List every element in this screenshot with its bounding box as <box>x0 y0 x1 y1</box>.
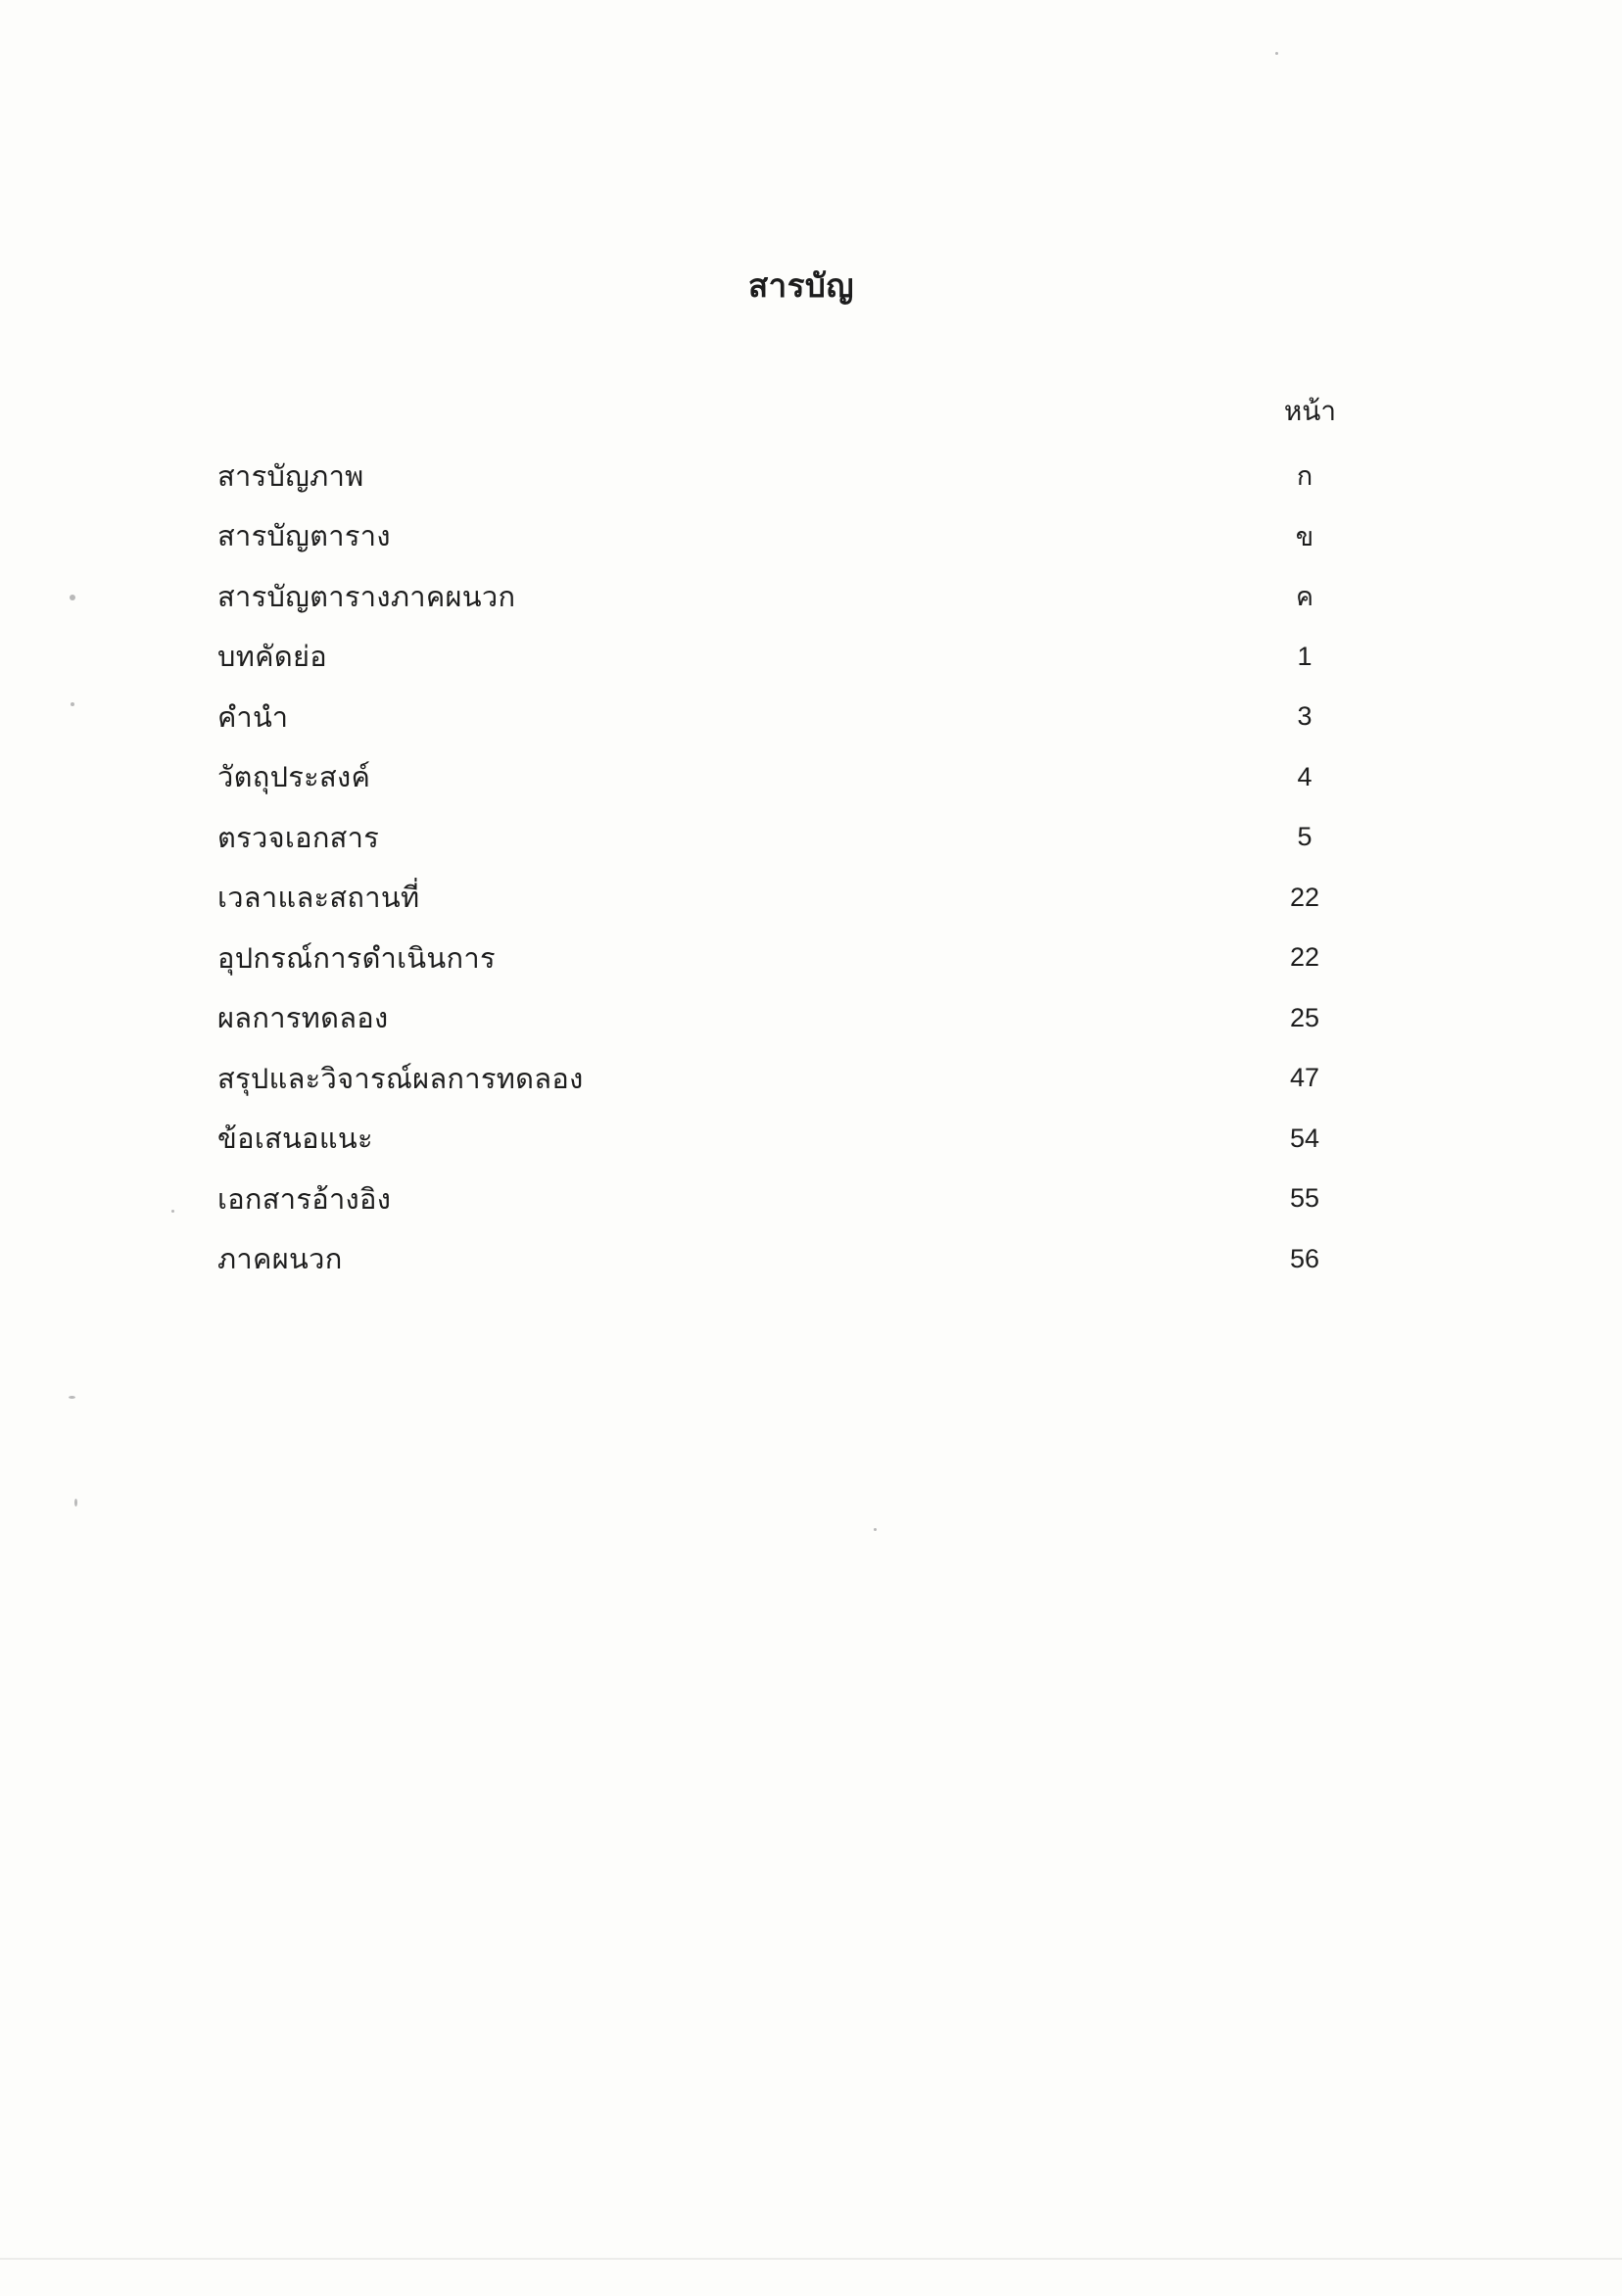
toc-entry <box>217 1109 1344 1170</box>
toc-entry <box>217 627 1344 688</box>
toc-entry-page: ก <box>1296 461 1313 492</box>
page-column-header: หน้า <box>1283 395 1337 427</box>
toc-entry-page: 5 <box>1297 822 1312 852</box>
toc-entry <box>217 687 1344 747</box>
toc-entry-page: 56 <box>1289 1243 1320 1273</box>
toc-entry-page: 1 <box>1297 641 1312 671</box>
toc-entry-page: 3 <box>1297 701 1312 732</box>
toc-entry-title: สารบัญตารางภาคผนวก <box>217 579 516 613</box>
table-of-contents <box>217 446 1344 1289</box>
toc-entry-page: ค <box>1295 582 1314 612</box>
toc-entry <box>217 1169 1344 1229</box>
toc-entry-title: ผลการทดลอง <box>217 1001 389 1035</box>
scan-speck <box>69 1396 75 1399</box>
toc-entry-page: 47 <box>1289 1063 1320 1093</box>
toc-entry-page: 55 <box>1289 1183 1320 1214</box>
toc-entry-title: วัตถุประสงค์ <box>217 760 371 794</box>
scan-speck <box>70 595 75 600</box>
toc-entry <box>217 446 1344 506</box>
toc-entry-title: เอกสารอ้างอิง <box>217 1181 392 1216</box>
scan-speck <box>71 702 74 706</box>
toc-entry-title: ตรวจเอกสาร <box>217 820 380 854</box>
toc-entry-page: 4 <box>1297 761 1312 791</box>
toc-entry <box>217 566 1344 627</box>
scan-edge-line <box>0 2258 1622 2260</box>
toc-entry <box>217 506 1344 567</box>
scan-speck <box>171 1210 174 1213</box>
toc-entry <box>217 1048 1344 1109</box>
toc-entry-title: ข้อเสนอแนะ <box>217 1122 373 1156</box>
scan-speck <box>1275 52 1278 55</box>
toc-entry-page: 22 <box>1289 942 1320 973</box>
toc-entry-page: ข <box>1295 521 1314 551</box>
toc-entry-title: บทคัดย่อ <box>217 640 327 674</box>
toc-entry <box>217 1229 1344 1290</box>
scan-speck <box>874 1528 877 1531</box>
toc-entry-title: อุปกรณ์การดำเนินการ <box>217 940 496 975</box>
scan-speck <box>74 1499 77 1507</box>
toc-entry-page: 25 <box>1289 1002 1320 1032</box>
toc-entry-page: 54 <box>1289 1123 1320 1153</box>
toc-entry-page: 22 <box>1289 882 1320 912</box>
toc-entry-title: คำนำ <box>217 699 289 734</box>
toc-entry <box>217 868 1344 929</box>
toc-entry <box>217 988 1344 1049</box>
page-title: สารบัญ <box>748 266 854 305</box>
toc-entry <box>217 747 1344 808</box>
toc-entry-title: ภาคผนวก <box>217 1242 343 1276</box>
toc-entry-title: เวลาและสถานที่ <box>217 881 420 915</box>
toc-entry-title: สารบัญตาราง <box>217 519 391 553</box>
toc-entry-title: สรุปและวิจารณ์ผลการทดลอง <box>217 1061 584 1095</box>
toc-entry <box>217 928 1344 988</box>
toc-entry-title: สารบัญภาพ <box>217 458 364 493</box>
toc-entry <box>217 807 1344 868</box>
